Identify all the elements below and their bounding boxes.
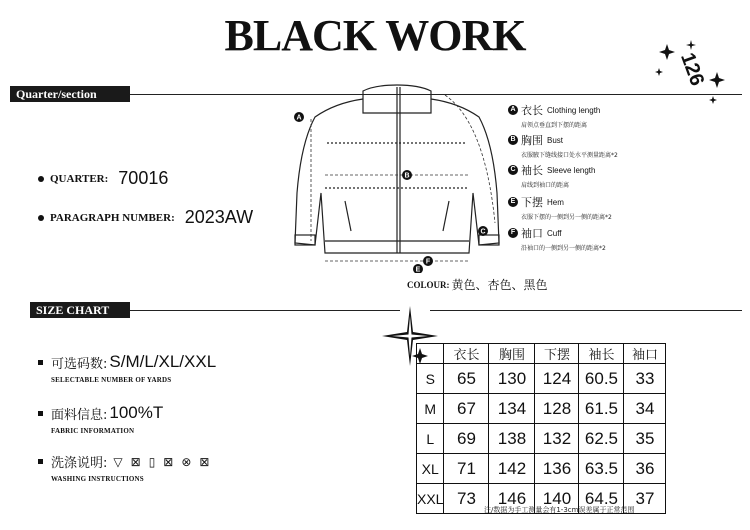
letter-badge: E xyxy=(508,197,518,207)
table-header-cell: 下摆 xyxy=(535,344,579,364)
table-cell: 136 xyxy=(535,454,579,484)
washing-icons xyxy=(113,455,217,469)
table-header-cell: 胸围 xyxy=(489,344,535,364)
colour-row xyxy=(407,276,548,293)
table-header-cell: 袖长 xyxy=(579,344,624,364)
letter-badge: B xyxy=(508,135,518,145)
measure-cn: 下摆 xyxy=(521,196,543,209)
measure-desc: 沿袖口的一侧到另一侧的距离*2 xyxy=(521,245,606,252)
table-cell: 130 xyxy=(489,364,535,394)
bullet-square xyxy=(38,360,43,365)
table-header-cell xyxy=(417,344,444,364)
sizes-cn: 可选码数: xyxy=(51,356,108,372)
measurement-item xyxy=(508,162,738,189)
table-row xyxy=(417,454,666,484)
letter-badge: A xyxy=(508,105,518,115)
measure-desc: 衣服下摆的一侧到另一侧的距离*2 xyxy=(521,214,612,221)
table-header-row xyxy=(417,344,666,364)
measure-en: Clothing length xyxy=(547,105,601,115)
measurement-item xyxy=(508,225,738,252)
table-cell: 140 xyxy=(535,484,579,514)
table-cell: 71 xyxy=(444,454,489,484)
washing-row xyxy=(38,452,217,483)
jacket-diagram xyxy=(285,83,510,273)
measure-cn: 衣长 xyxy=(521,104,543,117)
table-cell: 142 xyxy=(489,454,535,484)
colour-label: COLOUR: xyxy=(407,279,450,290)
washing-en: WASHING INSTRUCTIONS xyxy=(51,475,144,483)
fabric-en: FABRIC INFORMATION xyxy=(51,427,135,435)
brand-title: BLACK WORK xyxy=(224,11,526,60)
size-table xyxy=(416,343,666,514)
table-cell: 37 xyxy=(624,484,666,514)
divider xyxy=(430,310,742,311)
diagram-letter-c: C xyxy=(480,228,486,236)
table-row xyxy=(417,394,666,424)
measure-en: Cuff xyxy=(547,228,562,238)
measure-cn: 胸围 xyxy=(521,134,543,147)
table-cell: 34 xyxy=(624,394,666,424)
bullet-dot xyxy=(38,176,44,182)
measurement-item xyxy=(508,132,738,159)
quarter-label: QUARTER: xyxy=(50,172,109,185)
diagram-letter-f: F xyxy=(425,258,431,266)
measurement-item xyxy=(508,194,738,221)
table-cell: 60.5 xyxy=(579,364,624,394)
measure-desc: 肩线到袖口的距离 xyxy=(521,182,570,189)
letter-badge: F xyxy=(508,228,518,238)
size-cell: L xyxy=(417,424,444,454)
measurement-item xyxy=(508,102,738,129)
quarter-value: 70016 xyxy=(118,168,169,188)
iron-icon: ▯ xyxy=(148,454,156,469)
section-header-quarter: Quarter/section number xyxy=(10,86,130,102)
diagram-letter-e: E xyxy=(415,266,421,273)
measure-desc: 肩领点垂直到下摆的距离 xyxy=(521,122,588,129)
table-cell: 36 xyxy=(624,454,666,484)
table-cell: 146 xyxy=(489,484,535,514)
table-cell: 33 xyxy=(624,364,666,394)
measure-cn: 袖口 xyxy=(521,227,543,240)
fabric-row xyxy=(38,403,163,435)
table-cell: 134 xyxy=(489,394,535,424)
table-header-cell: 袖口 xyxy=(624,344,666,364)
bullet-dot xyxy=(38,215,44,221)
table-cell: 69 xyxy=(444,424,489,454)
sizes-value: S/M/L/XL/XXL xyxy=(109,352,217,371)
table-header-cell: 衣长 xyxy=(444,344,489,364)
bullet-square xyxy=(38,411,43,416)
table-row xyxy=(417,424,666,454)
diagram-letter-b: B xyxy=(404,172,410,180)
table-cell: 128 xyxy=(535,394,579,424)
table-cell: 73 xyxy=(444,484,489,514)
table-cell: 65 xyxy=(444,364,489,394)
paragraph-row xyxy=(38,207,253,228)
measurement-note: 注/数据为手工测量会有1-3cm误差属于正常范围 xyxy=(484,506,635,514)
table-cell: 61.5 xyxy=(579,394,624,424)
no-tumble-dry-icon: ⊠ xyxy=(163,454,174,469)
paragraph-label: PARAGRAPH NUMBER: xyxy=(50,211,175,224)
section-header-size-chart: SIZE CHART xyxy=(30,302,130,318)
measure-en: Hem xyxy=(547,197,564,207)
fabric-cn: 面料信息: xyxy=(51,407,108,423)
fabric-value: 100%T xyxy=(109,403,164,422)
divider xyxy=(130,310,400,311)
measure-en: Sleeve length xyxy=(547,165,596,175)
table-cell: 63.5 xyxy=(579,454,624,484)
table-cell: 124 xyxy=(535,364,579,394)
no-bleach-icon: ⊠ xyxy=(130,454,141,469)
measure-en: Bust xyxy=(547,135,564,145)
letter-badge: C xyxy=(508,165,518,175)
size-cell: XXL xyxy=(417,484,444,514)
colour-value: 黄色、杏色、黑色 xyxy=(451,278,548,292)
measure-cn: 袖长 xyxy=(521,164,543,177)
washing-cn: 洗涤说明: xyxy=(51,456,108,471)
table-cell: 67 xyxy=(444,394,489,424)
paragraph-value: 2023AW xyxy=(184,207,254,227)
table-cell: 64.5 xyxy=(579,484,624,514)
no-wash-icon: ⊠ xyxy=(199,454,210,469)
table-cell: 138 xyxy=(489,424,535,454)
diagram-letter-a: A xyxy=(296,114,302,122)
wash-tub-icon: ▽ xyxy=(113,454,123,469)
sizes-en: SELECTABLE NUMBER OF YARDS xyxy=(51,376,172,384)
table-cell: 35 xyxy=(624,424,666,454)
sizes-row xyxy=(38,352,216,384)
size-cell: S xyxy=(417,364,444,394)
table-row xyxy=(417,364,666,394)
table-cell: 132 xyxy=(535,424,579,454)
size-cell: XL xyxy=(417,454,444,484)
badge-number: 126 xyxy=(676,49,709,89)
size-cell: M xyxy=(417,394,444,424)
no-dry-clean-icon: ⊗ xyxy=(181,454,192,469)
measure-desc: 衣服腋下缝线接口处水平测量距离*2 xyxy=(521,152,618,159)
bullet-square xyxy=(38,459,43,464)
quarter-row xyxy=(38,168,168,189)
table-cell: 62.5 xyxy=(579,424,624,454)
